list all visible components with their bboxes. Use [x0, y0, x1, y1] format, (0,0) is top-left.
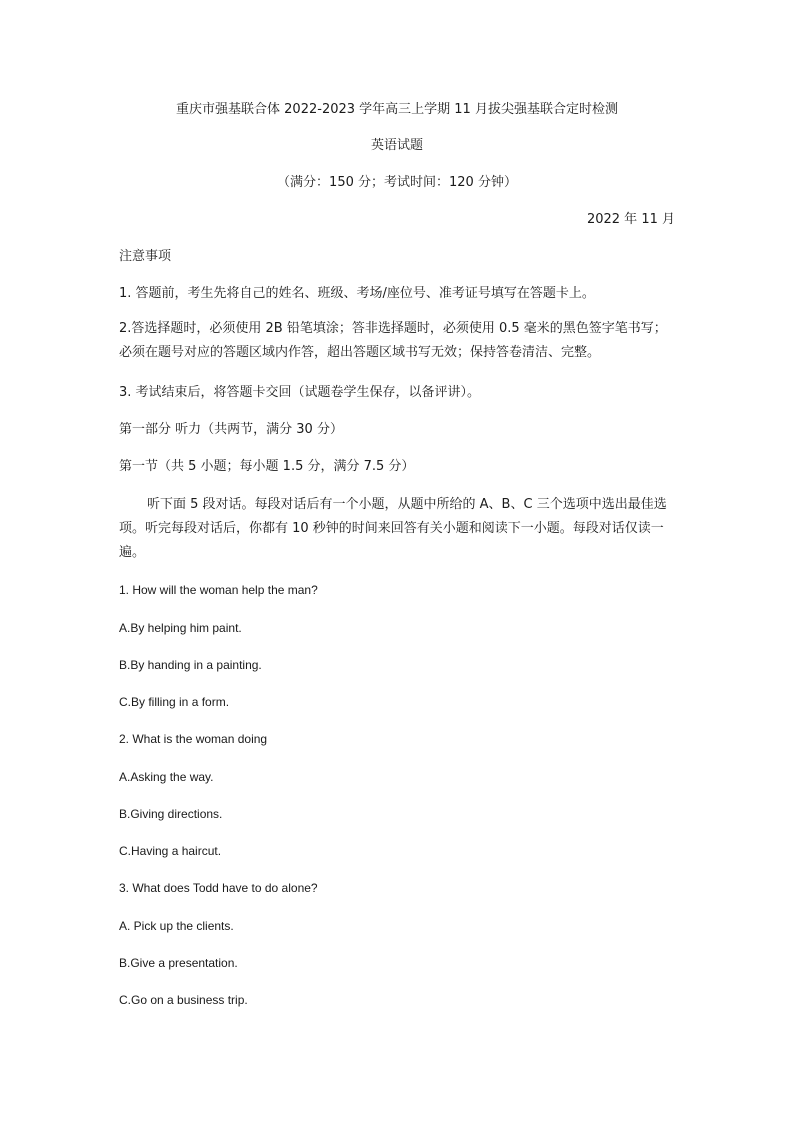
part1-heading: 第一部分 听力（共两节，满分 30 分） [119, 422, 343, 437]
note-item-1: 1. 答题前，考生先将自己的姓名、班级、考场/座位号、准考证号填写在答题卡上。 [119, 286, 595, 301]
question-3-stem: 3. What does Todd have to do alone? [119, 881, 318, 895]
notes-heading: 注意事项 [119, 249, 172, 264]
section1-heading: 第一节（共 5 小题；每小题 1.5 分，满分 7.5 分） [119, 459, 415, 474]
question-1-option-a: A.By helping him paint. [119, 621, 242, 635]
question-3-option-b: B.Give a presentation. [119, 956, 238, 970]
question-1-stem: 1. How will the woman help the man? [119, 583, 318, 597]
subject-title: 英语试题 [370, 138, 423, 153]
question-2-option-c: C.Having a haircut. [119, 844, 222, 858]
question-3-option-a: A. Pick up the clients. [119, 919, 234, 933]
question-3-option-c: C.Go on a business trip. [119, 993, 248, 1007]
exam-date: 2022 年 11 月 [586, 212, 675, 227]
listening-instructions: 听下面 5 段对话。每段对话后有一个小题，从题中所给的 A、B、C 三个选项中选出最佳选项。听完每段对话后，你都有 10 秒钟的时间来回答有关小题和阅读下一小题。每段对话仅读一遍。 [119, 497, 667, 560]
note-item-2: 2.答选择题时，必须使用 2B 铅笔填涂；答非选择题时，必须使用 0.5 毫米的黑色签字笔书写；必须在题号对应的答题区域内作答，超出答题区域书写无效；保持答卷清洁、完整。 [119, 321, 667, 360]
question-2-option-a: A.Asking the way. [119, 770, 214, 784]
score-time-info: （满分：150 分；考试时间：120 分钟） [277, 175, 517, 190]
exam-title: 重庆市强基联合体 2022-2023 学年高三上学期 11 月拔尖强基联合定时检测 [176, 102, 618, 117]
note-item-3: 3. 考试结束后，将答题卡交回（试题卷学生保存，以备评讲）。 [119, 385, 481, 400]
question-1-option-b: B.By handing in a painting. [119, 658, 262, 672]
question-1-option-c: C.By filling in a form. [119, 695, 230, 709]
question-2-option-b: B.Giving directions. [119, 807, 223, 821]
question-2-stem: 2. What is the woman doing [119, 732, 268, 746]
